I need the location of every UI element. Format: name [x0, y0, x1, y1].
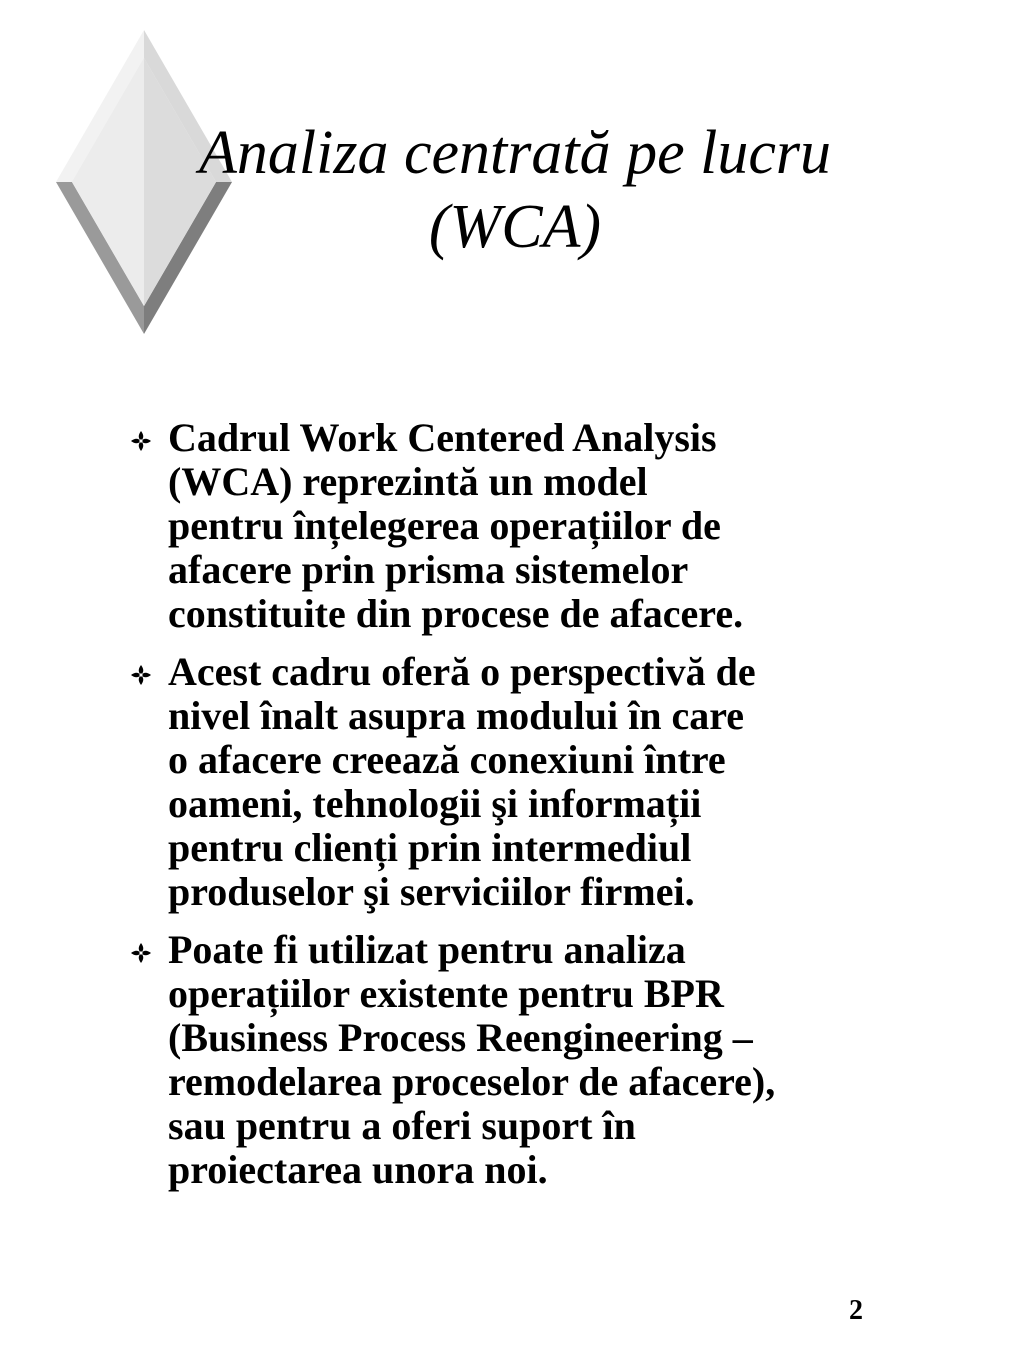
four-petal-bullet-icon: [130, 942, 152, 964]
bullet-text-line: o afacere creează conexiuni între: [168, 737, 726, 782]
bullet-item: [124, 928, 924, 1192]
bullet-text-line: remodelarea proceselor de afacere),: [168, 1059, 776, 1104]
bullet-list: [124, 416, 924, 1206]
title-line: Analiza centrată pe lucru: [199, 119, 831, 187]
bullet-text-line: (Business Process Reengineering –: [168, 1015, 753, 1060]
bullet-text-line: Cadrul Work Centered Analysis: [168, 415, 717, 460]
bullet-text-line: afacere prin prisma sistemelor: [168, 547, 689, 592]
four-petal-bullet-icon: [130, 430, 152, 452]
bullet-item: [124, 416, 924, 636]
bullet-text-line: sau pentru a oferi suport în: [168, 1103, 636, 1148]
title-line: (WCA): [428, 193, 602, 261]
bullet-text-line: Poate fi utilizat pentru analiza: [168, 927, 686, 972]
bullet-text-line: nivel înalt asupra modului în care: [168, 693, 745, 738]
bullet-text-line: (WCA) reprezintă un model: [168, 459, 648, 504]
bullet-item: [124, 650, 924, 914]
bullet-text-line: operațiilor existente pentru BPR: [168, 971, 724, 1016]
bullet-text-line: Acest cadru oferă o perspectivă de: [168, 649, 756, 694]
four-petal-bullet-icon: [130, 664, 152, 686]
bullet-text-line: produselor şi serviciilor firmei.: [168, 869, 695, 914]
bullet-text-line: oameni, tehnologii şi informații: [168, 781, 702, 826]
slide-title: [110, 116, 920, 264]
bullet-text-line: pentru clienți prin intermediul: [168, 825, 692, 870]
page-number: 2: [849, 1295, 863, 1326]
bullet-text-line: constituite din procese de afacere.: [168, 591, 744, 636]
bullet-text-line: proiectarea unora noi.: [168, 1147, 548, 1192]
bullet-text-line: pentru înțelegerea operațiilor de: [168, 503, 721, 548]
